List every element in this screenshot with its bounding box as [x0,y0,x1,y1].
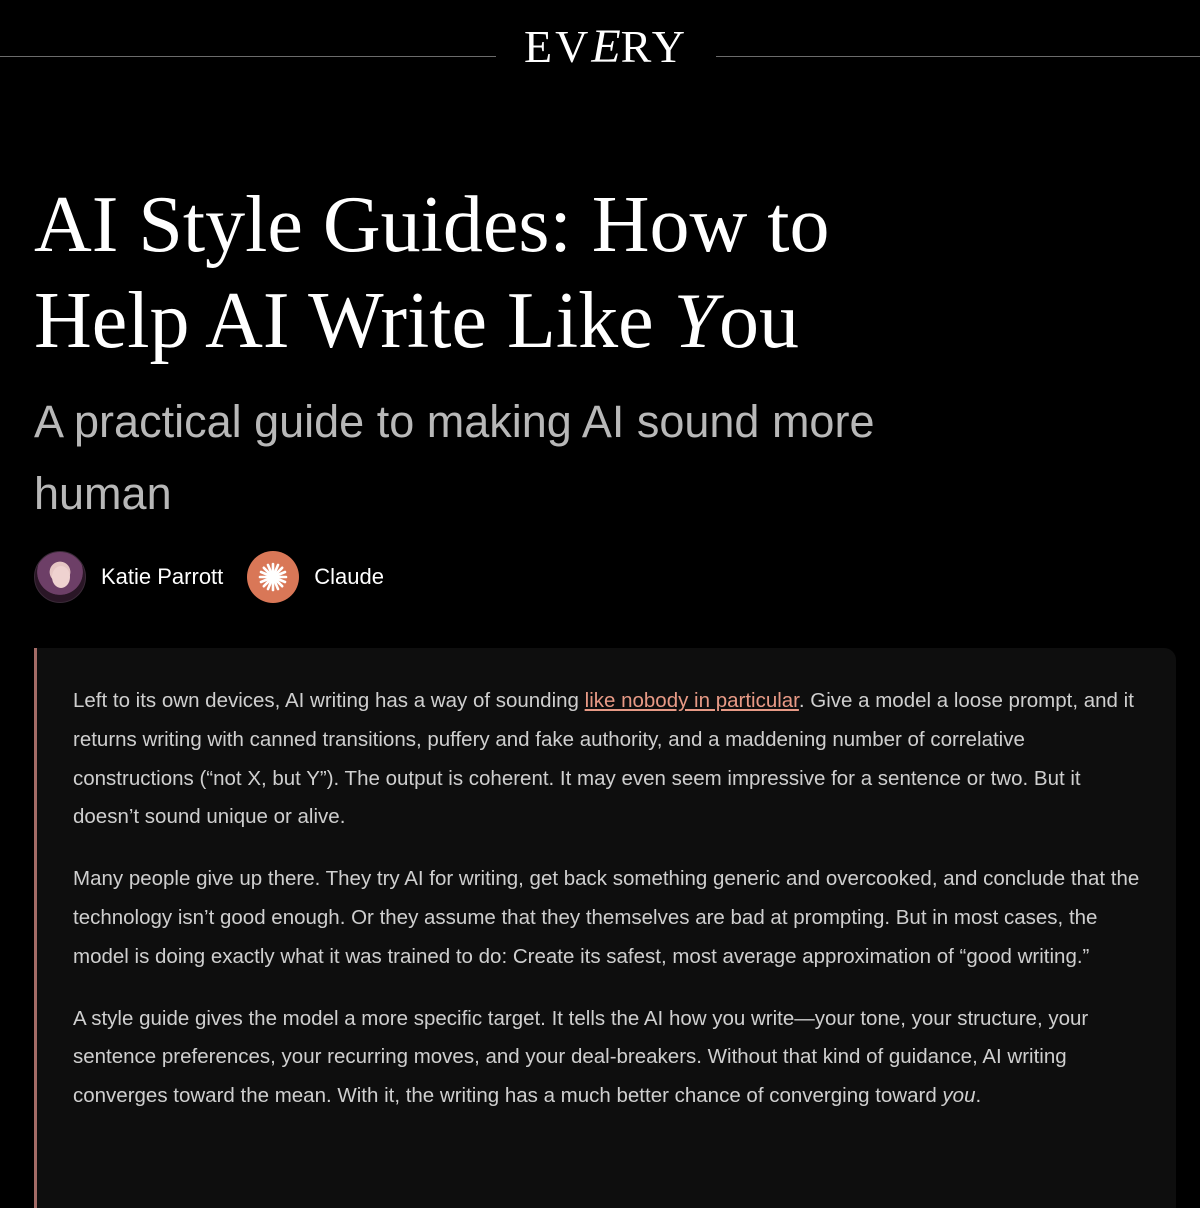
every-logo[interactable] [496,18,716,76]
title-line-2-end: ou [718,277,799,365]
avatar-face [52,566,70,588]
author-katie-parrott[interactable] [34,551,223,603]
claude-starburst-svg [256,560,290,594]
title-line-1: AI Style Guides: How to [34,181,830,269]
paragraph-2: Many people give up there. They try AI for writing, get back something generic and overcooked, and conclude that the technology isn’t good enough. Or they assume that they themselves are bad at prompting. But in most cases, the model is doing exactly what it was trained to do: Create its safest, most average approximation of “good writing.” [73,867,1140,968]
avatar[interactable] [34,551,86,603]
logo-text-start: EV [523,21,592,72]
title-line-2 [34,273,1034,369]
site-header [0,0,1200,80]
author-byline [34,550,384,604]
logo-text-end: RY [620,21,689,72]
author-claude[interactable] [247,551,384,603]
like-nobody-link[interactable]: like nobody in particular [584,689,799,712]
title-script-letter: Y [673,277,717,364]
paragraph-1 [73,682,1145,837]
header-rule-left [0,56,496,57]
paragraph-3 [73,1000,1145,1116]
logo-script-letter: E [591,20,621,73]
claude-starburst-icon[interactable] [247,551,299,603]
title-line-2-start: Help AI Write Like [34,277,654,365]
article-subtitle: A practical guide to making AI sound more human [34,396,875,519]
article-body [34,648,1176,1208]
paragraph-1-start: Left to its own devices, AI writing has a way of sounding [73,689,585,712]
header-rule-right [716,56,1200,57]
article-title [34,178,1034,369]
paragraph-3-start: A style guide gives the model a more specific target. It tells the AI how you write—your tone, your structure, your sentence preferences, your recurring moves, and your deal-breakers. Without that kind of guidance, AI writing converges toward the mean. With it, the writing has a much better chance of converging toward [73,1006,1089,1108]
paragraph-1-end: . Give a model a loose prompt, and it returns writing with canned transitions, puffery and fake authority, and a maddening number of correlative constructions (“not X, but Y”). The output is coherent. It may even seem impressive for a sentence or two. But it doesn’t sound unique or alive. [73,689,1134,829]
author-name[interactable]: Katie Parrott [101,564,224,589]
paragraph-3-end: . [975,1084,982,1108]
author-name[interactable]: Claude [314,564,384,589]
emphasis-you: you [942,1084,976,1108]
